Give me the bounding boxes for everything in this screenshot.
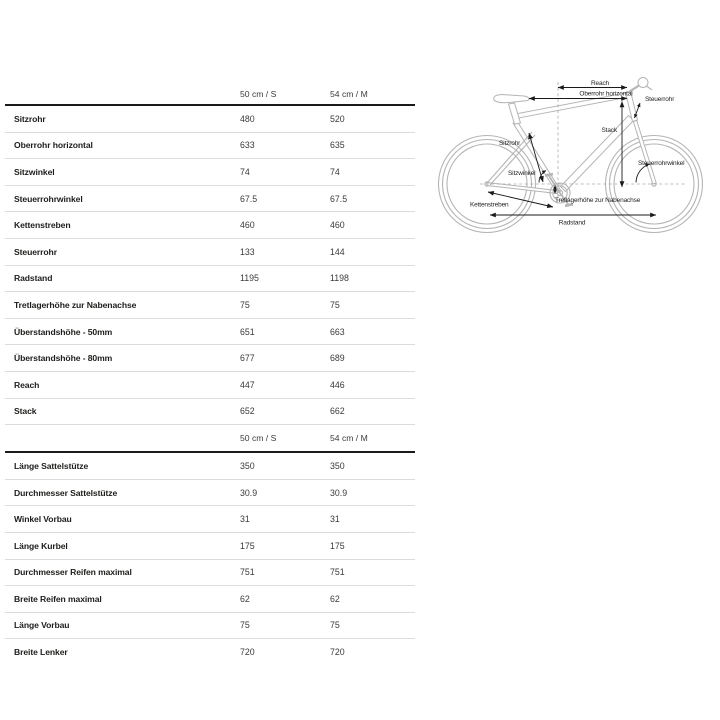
table-row	[5, 533, 415, 560]
table-header-row	[5, 425, 415, 453]
table-row	[5, 506, 415, 533]
row-value: 175	[330, 540, 345, 551]
steuerrohrwinkel-dimension	[636, 160, 685, 183]
reach-dimension	[558, 80, 627, 88]
saddle-icon	[494, 95, 529, 103]
table-row	[5, 319, 415, 346]
row-value: 651	[240, 326, 255, 337]
row-value: 720	[240, 647, 255, 658]
row-value: 480	[240, 113, 255, 124]
row-value: 144	[330, 246, 345, 257]
table-row	[5, 266, 415, 293]
row-value: 62	[240, 593, 250, 604]
row-label: Steuerrohrwinkel	[14, 193, 83, 204]
table-row	[5, 586, 415, 613]
row-value: 67.5	[240, 193, 258, 204]
table-header-row	[5, 84, 415, 106]
row-label: Länge Sattelstütze	[14, 460, 89, 471]
table-row	[5, 212, 415, 239]
geometry-spec-tables	[5, 84, 415, 665]
row-label: Steuerrohr	[14, 246, 57, 257]
column-header: 54 cm / M	[330, 433, 368, 444]
row-value: 720	[330, 647, 345, 658]
row-value: 31	[330, 514, 340, 525]
kettenstreben-dimension	[470, 192, 553, 209]
row-label: Oberrohr horizontal	[14, 140, 93, 151]
row-value: 30.9	[330, 487, 348, 498]
table-row	[5, 106, 415, 133]
row-value: 751	[330, 567, 345, 578]
row-value: 74	[240, 166, 250, 177]
row-value: 62	[330, 593, 340, 604]
row-value: 663	[330, 326, 345, 337]
row-value: 520	[330, 113, 345, 124]
table-row	[5, 133, 415, 160]
row-label: Breite Lenker	[14, 647, 68, 658]
steuerrohr-dimension	[635, 96, 676, 118]
table-row	[5, 292, 415, 319]
row-value: 75	[330, 299, 340, 310]
row-value: 133	[240, 246, 255, 257]
row-value: 447	[240, 379, 255, 390]
row-value: 175	[240, 540, 255, 551]
steuerrohrwinkel-label: Steuerrohrwinkel	[638, 160, 685, 167]
row-value: 75	[240, 299, 250, 310]
row-label: Sitzwinkel	[14, 166, 55, 177]
table-row	[5, 613, 415, 640]
row-label: Tretlagerhöhe zur Nabenachse	[14, 299, 137, 310]
table-row	[5, 239, 415, 266]
handlebar-icon	[630, 78, 653, 92]
row-label: Stack	[14, 406, 37, 417]
row-value: 75	[240, 620, 250, 631]
row-value: 67.5	[330, 193, 348, 204]
row-label: Überstandshöhe - 50mm	[14, 326, 113, 337]
row-label: Überstandshöhe - 80mm	[14, 353, 113, 364]
row-value: 31	[240, 514, 250, 525]
table-row	[5, 345, 415, 372]
steuerrohr-label: Steuerrohr	[645, 96, 675, 103]
row-label: Länge Kurbel	[14, 540, 68, 551]
row-label: Radstand	[14, 273, 53, 284]
row-value: 1198	[330, 273, 349, 284]
tretlagerhoehe-label: Tretlagerhöhe zur Nabenachse	[555, 197, 641, 204]
row-value: 350	[240, 460, 255, 471]
row-label: Reach	[14, 379, 40, 390]
row-label: Kettenstreben	[14, 220, 71, 231]
column-header: 50 cm / S	[240, 89, 277, 99]
sitzwinkel-label: Sitzwinkel	[508, 170, 536, 177]
row-value: 652	[240, 406, 255, 417]
table-row	[5, 159, 415, 186]
row-value: 751	[240, 567, 255, 578]
row-value: 446	[330, 379, 345, 390]
row-label: Durchmesser Reifen maximal	[14, 567, 132, 578]
row-value: 633	[240, 140, 255, 151]
row-value: 460	[330, 220, 345, 231]
stack-label: Stack	[601, 127, 617, 134]
table-row	[5, 372, 415, 399]
row-value: 460	[240, 220, 255, 231]
bike-geometry-diagram	[435, 70, 720, 240]
row-value: 689	[330, 353, 345, 364]
table-row	[5, 399, 415, 426]
reach-label: Reach	[590, 80, 610, 87]
kettenstreben-label: Kettenstreben	[470, 201, 509, 209]
radstand-label: Radstand	[558, 219, 586, 227]
row-value: 1195	[240, 273, 259, 284]
row-value: 350	[330, 460, 345, 471]
row-value: 30.9	[240, 487, 258, 498]
row-label: Breite Reifen maximal	[14, 593, 102, 604]
oberrohr-dimension	[529, 91, 633, 99]
row-label: Durchmesser Sattelstütze	[14, 487, 118, 498]
row-label: Länge Vorbau	[14, 620, 70, 631]
row-label: Winkel Vorbau	[14, 514, 72, 525]
table-row	[5, 480, 415, 507]
row-label: Sitzrohr	[14, 113, 46, 124]
table-row	[5, 186, 415, 213]
table-row	[5, 453, 415, 480]
sitzrohr-label: Sitzrohr	[499, 140, 521, 147]
row-value: 74	[330, 166, 340, 177]
table-row	[5, 639, 415, 665]
bike-diagram-svg	[435, 70, 720, 240]
row-value: 635	[330, 140, 345, 151]
column-header: 54 cm / M	[330, 89, 368, 99]
table-row	[5, 560, 415, 587]
row-value: 677	[240, 353, 255, 364]
row-value: 662	[330, 406, 345, 417]
row-value: 75	[330, 620, 340, 631]
column-header: 50 cm / S	[240, 433, 277, 444]
oberrohr-label: Oberrohr horizontal	[579, 90, 633, 98]
